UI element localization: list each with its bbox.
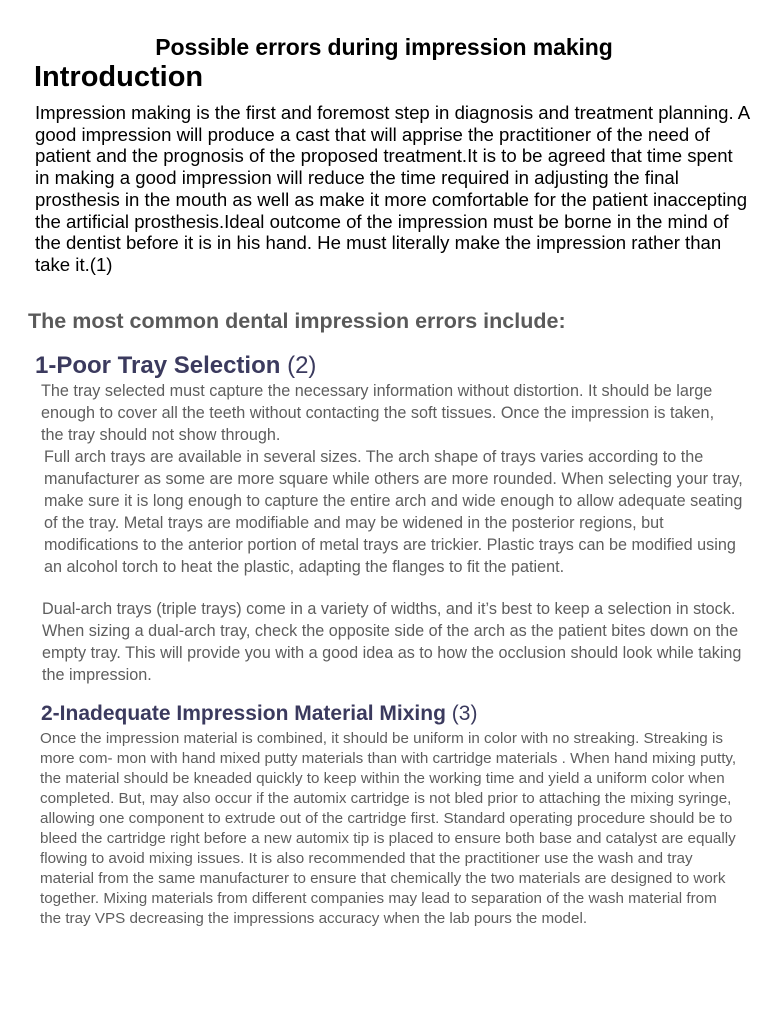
section-reference: (3)	[451, 702, 478, 725]
full-arch-trays-paragraph: Full arch trays are available in several sizes. The arch shape of trays varies according to the manufacturer as some are more square while others are more rounded. When selecting your tray, make sure it is long enough to capture the entire arch and wide enough to allow adequate seating of the tray. Metal trays are modifiable and may be widened in the posterior regions, but modifications to the anterior portion of metal trays are trickier. Plastic trays can be modified using an alcohol torch to heat the plastic, adapting the flanges to fit the patient.	[44, 448, 743, 576]
section-heading-material-mixing	[41, 702, 477, 726]
section-heading-text: 1-Poor Tray Selection	[35, 352, 281, 379]
introduction-paragraph: Impression making is the first and foremost step in diagnosis and treatment planning. A good impression will produce a cast that will apprise the practitioner of the need of patient and the prognosis of the proposed treatment.It is to be agreed that time spent in making a good impression will reduce the time required in adjusting the final prosthesis in the mouth as well as make it more comfortable for the patient inaccepting the artificial prosthesis.Ideal outcome of the impression must be borne in the mind of the dentist before it is in his hand. He must literally make the impression rather than take it.(1)	[35, 102, 750, 275]
material-mixing-paragraph: Once the impression material is combined, it should be uniform in color with no streaking. Streaking is more com- mon with hand mixed putty materials than with cartridge materials . When hand mixing putty, the material should be kneaded quickly to keep within the working time and yield a uniform color when completed. But, may also occur if the automix cartridge is not bled prior to attaching the mixing syringe, allowing one component to extrude out of the cartridge first. Standard operating procedure should be to bleed the cartridge right before a new automix tip is placed to ensure both base and catalyst are equally flowing to avoid mixing issues. It is also recommended that the practitioner use the wash and tray material from the same manufacturer to ensure that chemically the two materials are designed to work together. Mixing materials from different companies may lead to separation of the wash material from the tray VPS decreasing the impressions accuracy when the lab pours the model.	[40, 730, 737, 927]
common-errors-heading: The most common dental impression errors include:	[28, 309, 566, 333]
introduction-heading: Introduction	[34, 61, 204, 93]
document-title: Possible errors during impression making	[155, 34, 613, 60]
section-heading-text: 2-Inadequate Impression Material Mixing	[41, 702, 446, 725]
section-heading-poor-tray-selection	[35, 352, 316, 380]
tray-selection-paragraph: The tray selected must capture the necessary information without distortion. It should be large enough to cover all the teeth without contacting the soft tissues. Once the impression is taken, the tray should not show through.	[41, 382, 715, 444]
section-reference: (2)	[287, 352, 317, 379]
dual-arch-trays-paragraph: Dual-arch trays (triple trays) come in a variety of widths, and it’s best to keep a selection in stock. When sizing a dual-arch tray, check the opposite side of the arch as the patient bites down on the empty tray. This will provide you with a good idea as to how the occlusion should look while taking the impression.	[42, 600, 742, 684]
